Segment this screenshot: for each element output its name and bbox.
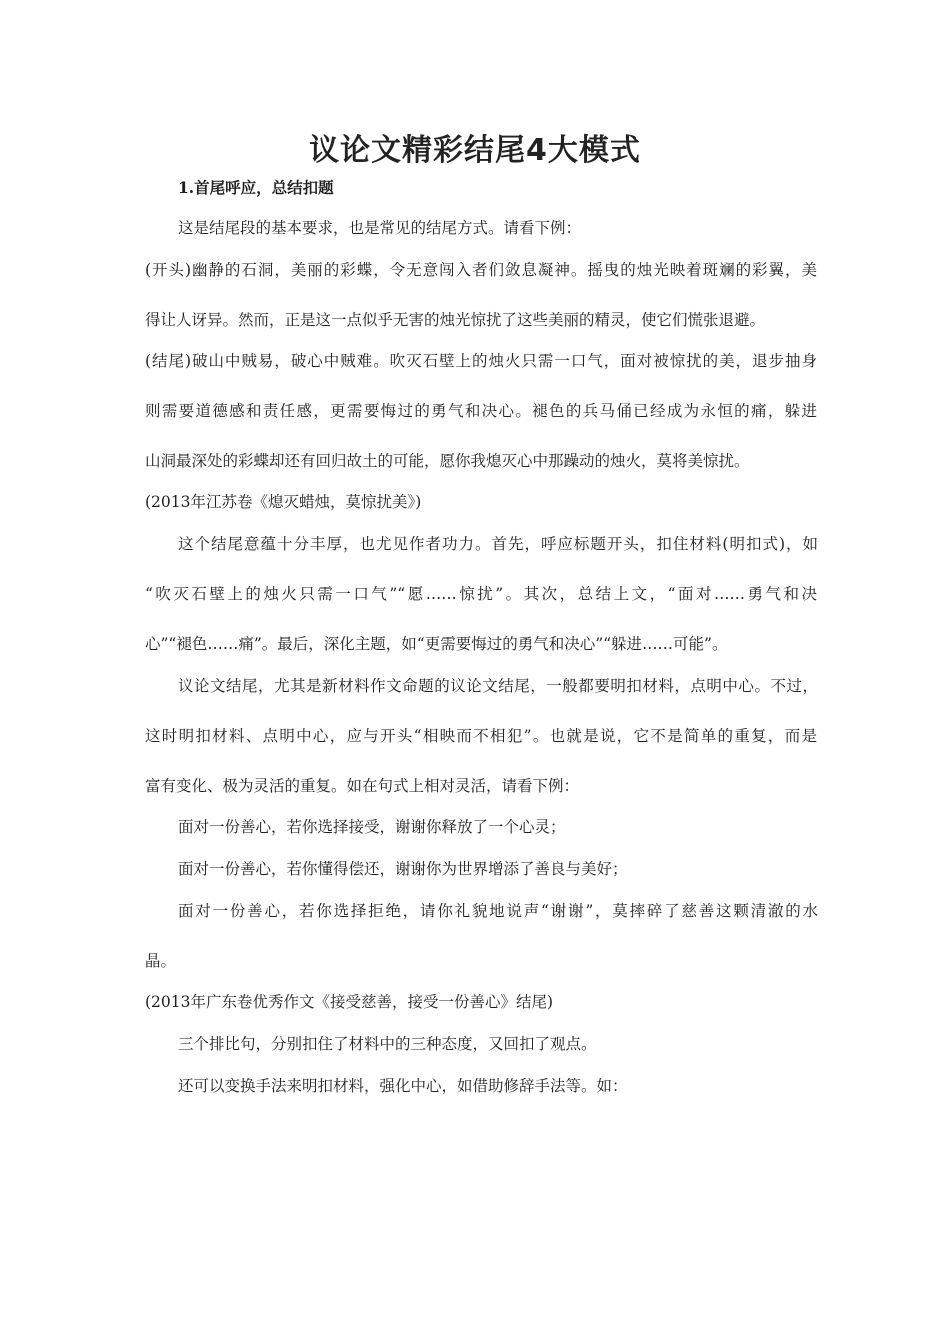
paragraph-line: 这个结尾意蕴十分丰厚，也尤见作者功力。首先，呼应标题开头，扣住材料(明扣式)，如 <box>178 535 818 553</box>
paragraph-line: 这时明扣材料、点明中心，应与开头“相映而不相犯”。也就是说，它不是简单的重复，而是 <box>145 727 817 745</box>
example-line: 面对一份善心，若你懂得偿还，谢谢你为世界增添了善良与美好； <box>178 860 628 878</box>
paragraph-line: (开头)幽静的石洞，美丽的彩蝶，令无意闯入者们敛息凝神。摇曳的烛光映着斑斓的彩翼，美 <box>145 261 817 279</box>
section-heading: 1.首尾呼应，总结扣题 <box>178 178 334 197</box>
paragraph-line: (结尾)破山中贼易，破心中贼难。吹灭石壁上的烛火只需一口气，面对被惊扰的美，退步抽身 <box>145 352 817 370</box>
paragraph-line: 这是结尾段的基本要求，也是常见的结尾方式。请看下例： <box>178 219 582 237</box>
paragraph-line: 议论文结尾，尤其是新材料作文命题的议论文结尾，一般都要明扣材料，点明中心。不过， <box>178 677 818 695</box>
paragraph-line: 心”“褪色……痛”。最后，深化主题，如“更需要悔过的勇气和决心”“躲进……可能”。 <box>145 635 728 653</box>
example-line: 面对一份善心，若你选择拒绝，请你礼貌地说声“谢谢”，莫摔碎了慈善这颗清澈的水 <box>178 902 818 920</box>
paragraph-line: 三个排比句，分别扣住了材料中的三种态度，又回扣了观点。 <box>178 1035 597 1053</box>
source-citation: (2013年广东卷优秀作文《接受慈善，接受一份善心》结尾) <box>145 993 554 1011</box>
paragraph-line: 还可以变换手法来明扣材料，强化中心，如借助修辞手法等。如： <box>178 1077 628 1095</box>
page-title: 议论文精彩结尾4大模式 <box>309 133 641 168</box>
paragraph-line: 得让人讶异。然而，正是这一点似乎无害的烛光惊扰了这些美丽的精灵，使它们慌张退避。 <box>145 311 766 329</box>
paragraph-line: 富有变化、极为灵活的重复。如在句式上相对灵活，请看下例： <box>145 777 580 795</box>
example-line: 面对一份善心，若你选择接受，谢谢你释放了一个心灵； <box>178 818 566 836</box>
source-citation: (2013年江苏卷《熄灭蜡烛，莫惊扰美》) <box>145 493 422 511</box>
example-line: 晶。 <box>145 952 177 970</box>
paragraph-line: 则需要道德感和责任感，更需要悔过的勇气和决心。褪色的兵马俑已经成为永恒的痛，躲进 <box>145 402 817 420</box>
paragraph-line: 山洞最深处的彩蝶却还有回归故土的可能，愿你我熄灭心中那躁动的烛火，莫将美惊扰。 <box>145 452 750 470</box>
paragraph-line: “吹灭石壁上的烛火只需一口气”“愿……惊扰”。其次，总结上文，“面对……勇气和决 <box>145 585 817 603</box>
